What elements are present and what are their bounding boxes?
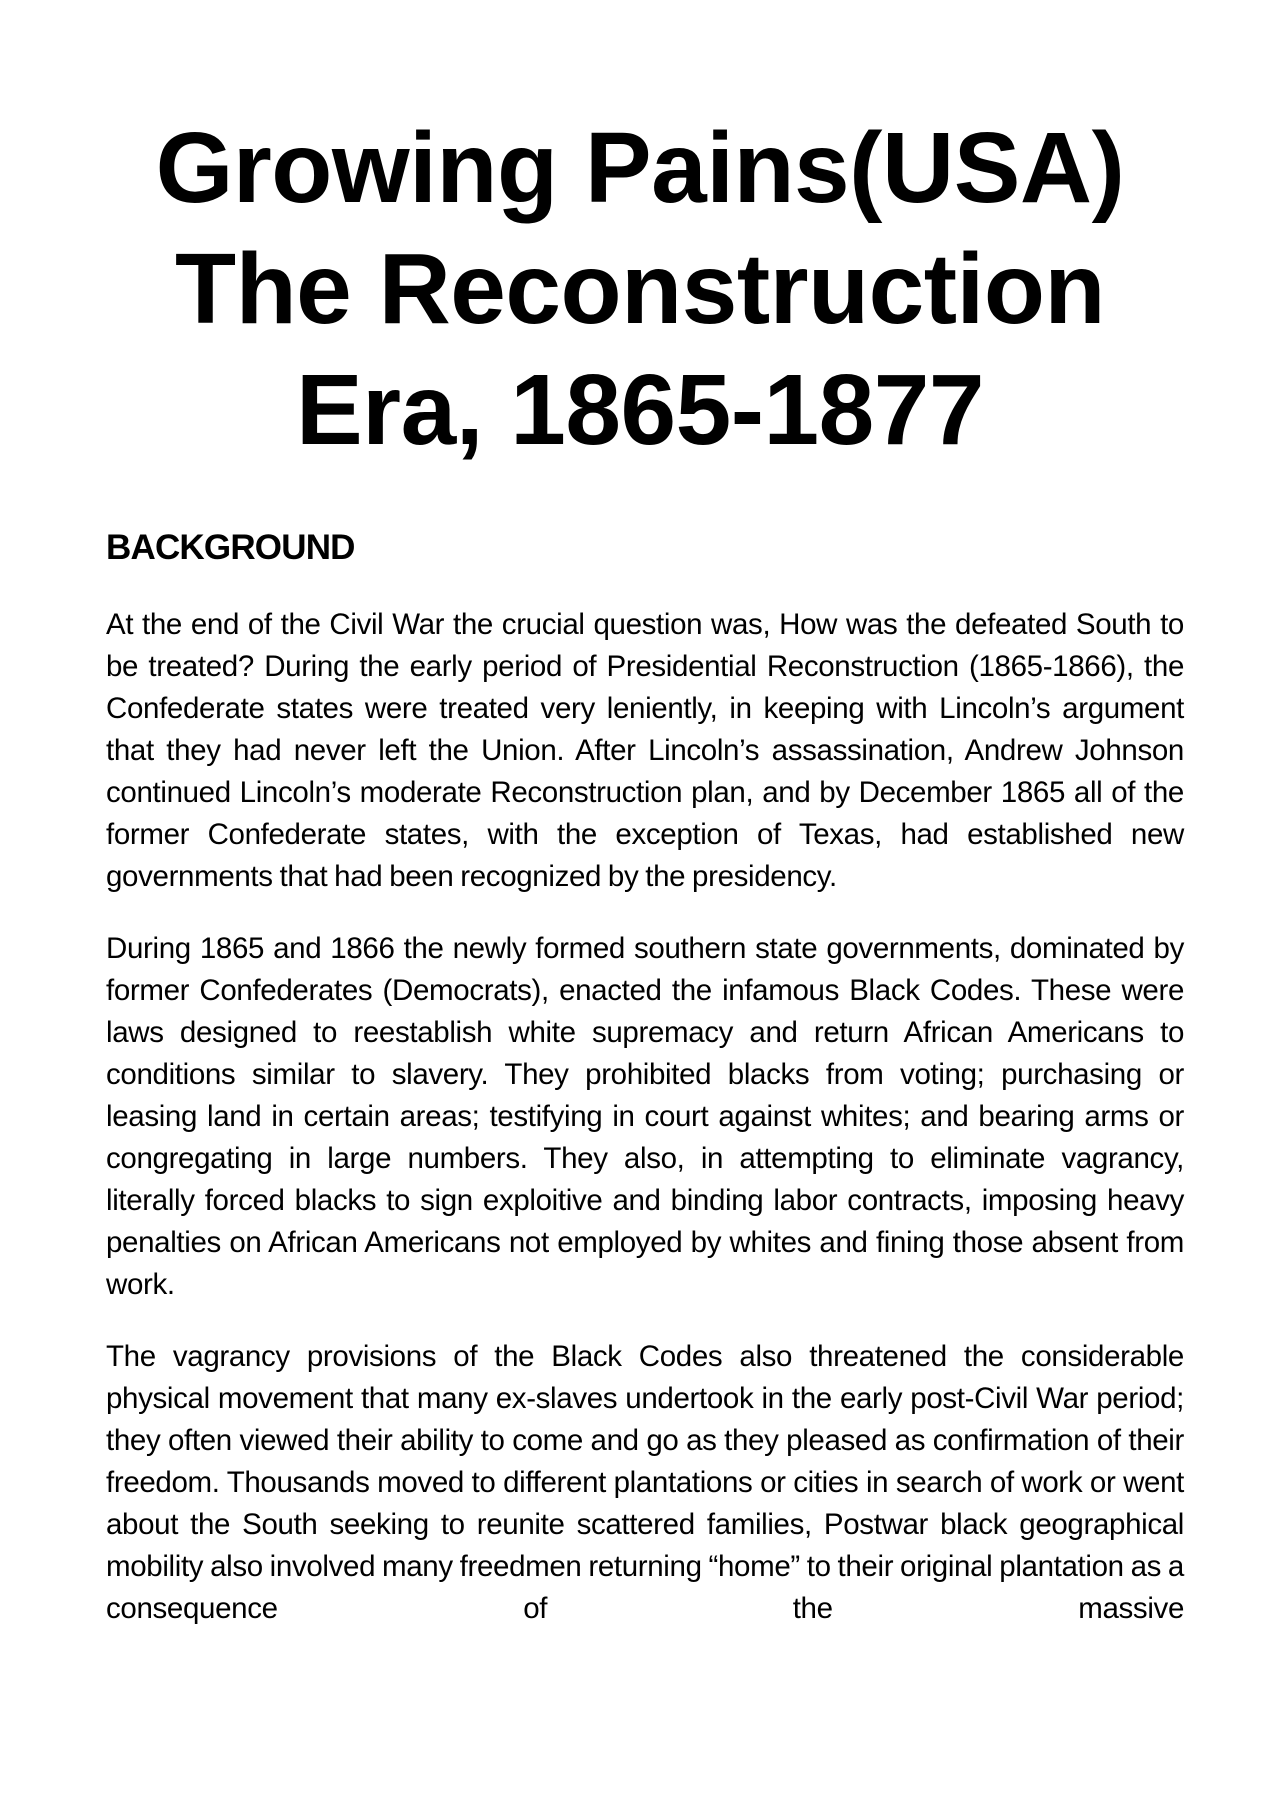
- title-line-1: Growing Pains(USA): [155, 112, 1125, 224]
- document-title: [0, 108, 1280, 471]
- paragraph: During 1865 and 1866 the newly formed southern state governments, dominated by former Confederates (Democrats), enacted the infamous Black Codes. These were laws designed to reestablish white supremacy and return African Americans to conditions similar to slavery. They prohibited blacks from voting; purchasing or leasing land in certain areas; testifying in court against whites; and bearing arms or congregating in large numbers. They also, in attempting to eliminate vagrancy, literally forced blacks to sign exploitive and binding labor contracts, imposing heavy penalties on African Americans not employed by whites and fining those absent from work.: [106, 932, 1184, 1301]
- paragraph: At the end of the Civil War the crucial question was, How was the defeated South to be treated? During the early period of Presidential Reconstruction (1865-1866), the Confederate states were treated very leniently, in keeping with Lincoln’s argument that they had never left the Union. After Lincoln’s assassination, Andrew Johnson continued Lincoln’s moderate Reconstruction plan, and by December 1865 all of the former Confederate states, with the exception of Texas, had established new governments that had been recognized by the presidency.: [106, 608, 1184, 893]
- section-heading: BACKGROUND: [106, 528, 355, 567]
- body-text: [106, 604, 1184, 1660]
- paragraph: The vagrancy provisions of the Black Codes also threatened the considerable physical movement that many ex-slaves undertook in the early post-Civil War period; they often viewed their ability to come and go as they pleased as confirmation of their freedom. Thousands moved to different plantations or cities in search of work or went about the South seeking to reunite scattered families, Postwar black geographical mobility also involved many freedmen returning “home” to their original plantation as a consequence of the massive: [106, 1340, 1184, 1625]
- title-line-2: The Reconstruction: [175, 233, 1105, 345]
- title-line-3: Era, 1865-1877: [295, 354, 985, 466]
